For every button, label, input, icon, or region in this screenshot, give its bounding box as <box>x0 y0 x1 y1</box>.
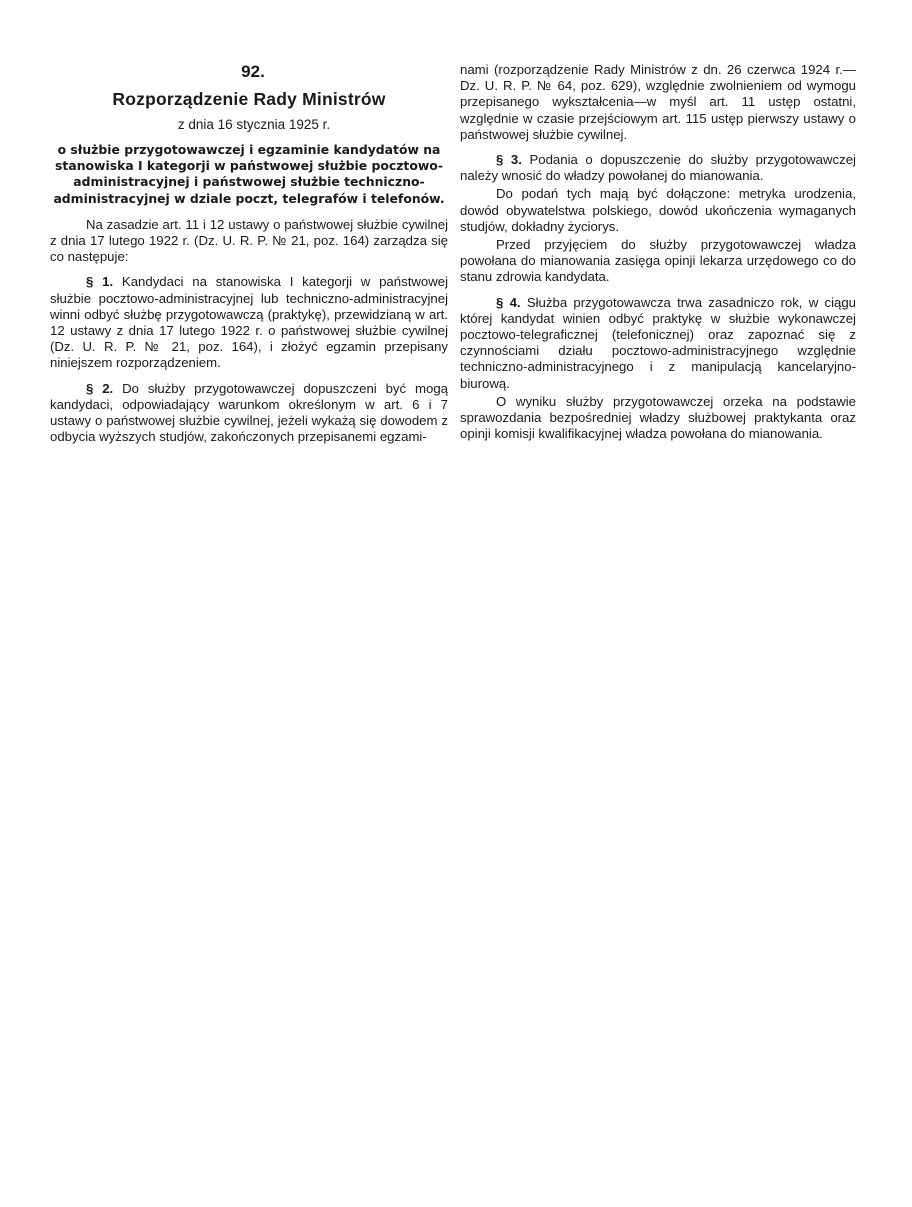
section-3-text: Podania o dopuszczenie do służby przygotowawczej należy wnosić do władzy powołanej do mianowania. <box>460 152 856 184</box>
section-2-text: Do służby przygotowawczej dopuszczeni być mogą kandydaci, odpowiadający warunkom określonym w art. 6 i 7 ustawy o państwowej służbie cywilnej, jeżeli wykażą się dowodem z odbycia wyższych studjów, zakończonych przepisanemi egzami- <box>50 380 448 445</box>
section-4-text: Służba przygotowawcza trwa zasadniczo rok, w ciągu której kandydat winien odbyć praktykę w służbie wykonawczej pocztowo-telegraficznej (telefonicznej) oraz zapoznać się z czynnościami działu pocztowo-administracyjnego względnie techniczno-administracyjnego i z manipulacją kancelaryjno-biurową. <box>460 294 856 391</box>
document-number: 92. <box>241 62 265 81</box>
document-subject: o służbie przygotowawczej i egzaminie kandydatów na stanowiska I kategorji w państwowej służbie pocztowo-administracyjnej i państwowej służbie techniczno-administracyjnej w dziale poczt, telegrafów i telefonów. <box>53 142 445 206</box>
section-1-text: Kandydaci na stanowiska I kategorji w państwowej służbie pocztowo-administracyjnej lub techniczno-administracyjnej winni odbyć służbę przygotowawczą (praktykę), przewidzianą w art. 12 ustawy z dnia 17 lutego 1922 r. o państwowej służbie cywilnej (Dz. U. R. P. № 21, poz. 164), i złożyć egzamin przepisany niniejszem rozporządzeniem. <box>50 274 448 371</box>
section-3-attachments-paragraph: Do podań tych mają być dołączone: metryka urodzenia, dowód obywatelstwa polskiego, dowód ukończenia wymaganych studjów, dokładny życiorys. <box>460 186 856 234</box>
right-column <box>460 62 856 451</box>
section-2-paragraph <box>50 381 448 446</box>
section-2-label: § 2. <box>86 380 114 396</box>
document-title: Rozporządzenie Rady Ministrów <box>112 89 386 109</box>
left-column <box>50 62 448 454</box>
section-3-medical-paragraph: Przed przyjęciem do służby przygotowawczej władza powołana do mianowania zasięga opinji lekarza urzędowego co do stanu zdrowia kandydata. <box>460 237 856 285</box>
preamble-paragraph: Na zasadzie art. 11 i 12 ustawy o państwowej służbie cywilnej z dnia 17 lutego 1922 r. (Dz. U. R. P. № 21, poz. 164) zarządza się co następuje: <box>50 216 448 265</box>
section-2-continuation: nami (rozporządzenie Rady Ministrów z dn. 26 czerwca 1924 r.—Dz. U. R. P. № 64, poz. 629), względnie zwolnieniem od wymogu przepisanego wykształcenia—w myśl art. 11 ustęp ostatni, względnie w czasie przejściowym art. 115 ustęp pierwszy ustawy o państwowej służbie cywilnej. <box>460 62 856 142</box>
section-3-label: § 3. <box>496 152 522 168</box>
section-4-label: § 4. <box>496 294 521 310</box>
section-4-result-paragraph: O wyniku służby przygotowawczej orzeka na podstawie sprawozdania bezpośredniej władzy służbowej praktykanta oraz opinji komisji kwalifikacyjnej władza powołana do mianowania. <box>460 393 856 442</box>
section-3-paragraph <box>460 152 856 184</box>
document-date: z dnia 16 stycznia 1925 r. <box>177 117 331 132</box>
section-1-label: § 1. <box>86 274 114 290</box>
section-1-paragraph <box>50 274 448 371</box>
section-4-paragraph <box>460 295 856 392</box>
